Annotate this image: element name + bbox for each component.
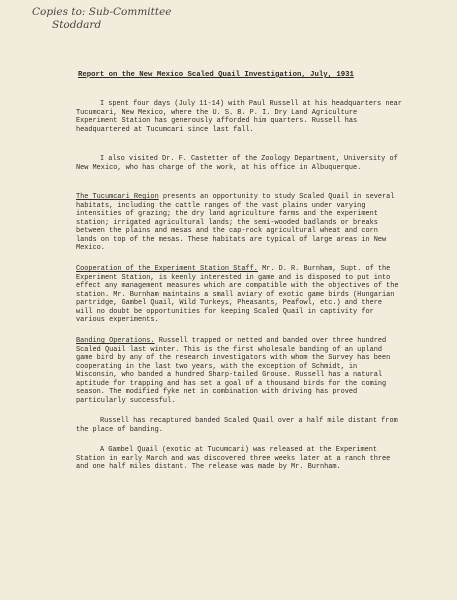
paragraph-7 — [76, 446, 402, 472]
handwritten-note — [32, 6, 172, 32]
paragraph-4-text: Mr. D. R. Burnham, Supt. of the Experiment Station, is keenly interested in game and is disposed to put into effect any management measures which are compatible with the objectives of the station. Mr. Burnham maintains a small aviary of exotic game birds (Hungarian partridge, Gambel Quail, Wild Turkeys, Pheasants, Peafowl, etc.) and there will no doubt be opportunities for keeping Scaled Quail in captivity for various experiments. — [76, 265, 399, 324]
paragraph-4-lead: Cooperation of the Experiment Station Staff. — [76, 265, 258, 273]
paragraph-6-text: Russell has recaptured banded Scaled Quail over a half mile distant from the place of banding. — [76, 417, 398, 434]
paragraph-1 — [76, 100, 402, 134]
paragraph-3-lead: The Tucumcari Region — [76, 193, 159, 201]
paragraph-7-text: A Gambel Quail (exotic at Tucumcari) was released at the Experiment Station in early March and was discovered three weeks later at a ranch three and one half miles distant. The release was made by Mr. Burnham. — [76, 446, 391, 471]
paragraph-1-text: I spent four days (July 11-14) with Paul Russell at his headquarters near Tucumcari, New Mexico, where the U. S. B. P. I. Dry Land Agriculture Experiment Station has generously afforded him quarters. Russell has headquartered at Tucumcari since last fall. — [76, 100, 402, 134]
handnote-line-2: Stoddard — [52, 19, 102, 31]
report-title: Report on the New Mexico Scaled Quail Investigation, July, 1931 — [78, 71, 354, 79]
paragraph-5-text: Russell trapped or netted and banded over three hundred Scaled Quail last winter. This is the first wholesale banding of an upland game bird by any of the research investigators with whom the Survey has been cooperating in the last two years, with the exception of Schmidt, in Wisconsin, who banded a hundred Sharp-tailed Grouse. Russell has a natural aptitude for trapping and has set a goal of a thousand birds for the coming season. The modified fyke net in combination with driving has proved particularly successful. — [76, 337, 391, 405]
paragraph-cooperation — [76, 265, 402, 325]
paragraph-5-lead: Banding Operations. — [76, 337, 155, 345]
paragraph-6 — [76, 417, 402, 434]
paragraph-tucumcari-region — [76, 193, 402, 253]
paragraph-2 — [76, 155, 402, 172]
paragraph-3-text: presents an opportunity to study Scaled Quail in several habitats, including the cattle ranges of the vast plains under varying intensities of grazing; the dry land agriculture farms and the experiment station; irrigated agricultural lands; the semi-wooded badlands or breaks between the plains and mesas and the cap-rock agricultural wheat and corn lands on top of the mesas. These habitats are typical of large areas in New Mexico. — [76, 193, 395, 252]
handnote-line-1: Copies to: Sub-Committee — [32, 6, 172, 18]
paragraph-banding — [76, 337, 402, 405]
paragraph-2-text: I also visited Dr. F. Castetter of the Zoology Department, University of New Mexico, who has charge of the work, at his office in Albuquerque. — [76, 155, 398, 172]
